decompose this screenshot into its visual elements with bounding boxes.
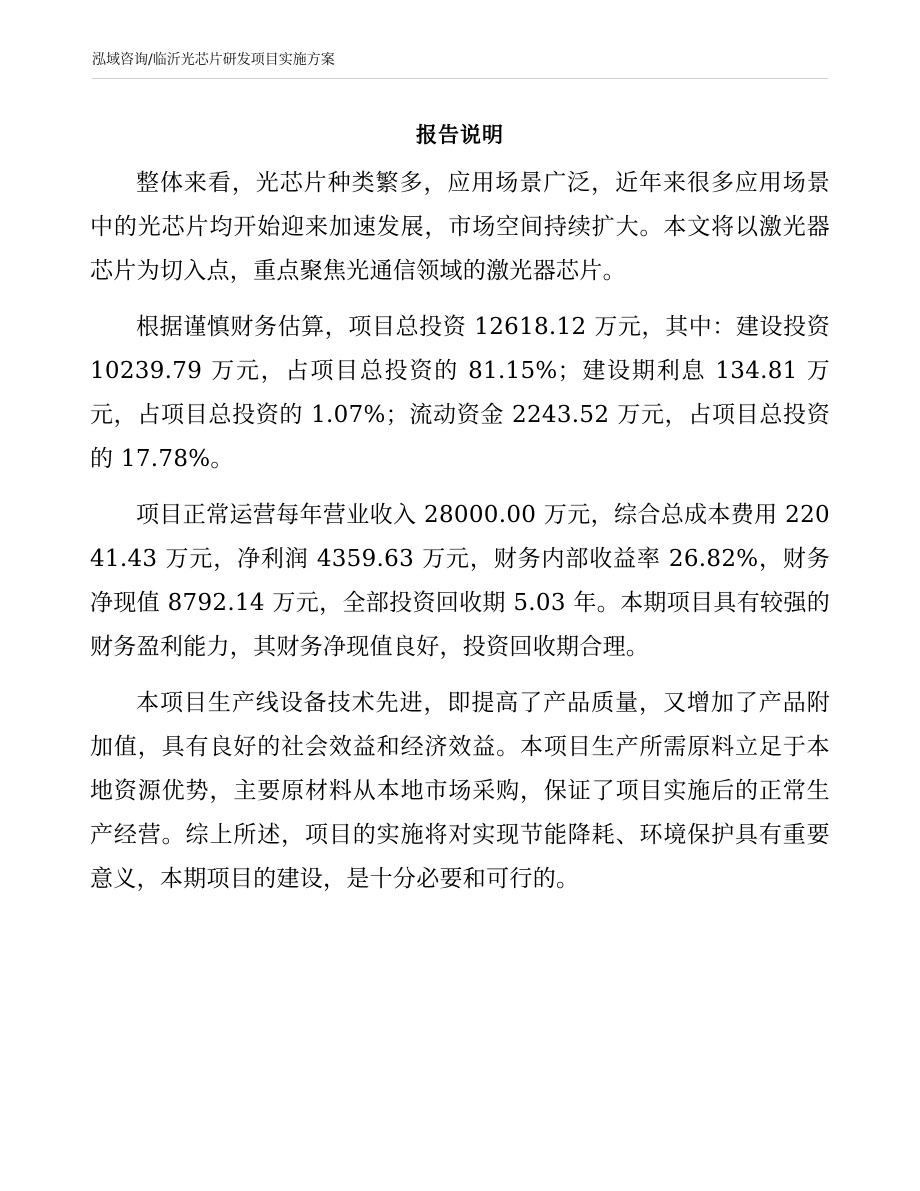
report-body xyxy=(90,161,830,913)
paragraph-overview: 整体来看，光芯片种类繁多，应用场景广泛，近年来很多应用场景中的光芯片均开始迎来加速发展，市场空间持续扩大。本文将以激光器芯片为切入点，重点聚焦光通信领域的激光器芯片。 xyxy=(90,170,830,284)
header-divider xyxy=(92,78,828,79)
page-header: 泓域咨询/临沂光芯片研发项目实施方案 xyxy=(92,52,335,68)
page-title: 报告说明 xyxy=(416,123,504,147)
paragraph-conclusion: 本项目生产线设备技术先进，即提高了产品质量，又增加了产品附加值，具有良好的社会效益和经济效益。本项目生产所需原料立足于本地资源优势，主要原材料从本地市场采购，保证了项目实施后的正常生产经营。综上所述，项目的实施将对实现节能降耗、环境保护具有重要意义，本期项目的建设，是十分必要和可行的。 xyxy=(90,690,830,892)
paragraph-financials: 项目正常运营每年营业收入 28000.00 万元，综合总成本费用 22041.43 万元，净利润 4359.63 万元，财务内部收益率 26.82%，财务净现值 8792.14 万元，全部投资回收期 5.03 年。本期项目具有较强的财务盈利能力，其财务净现值良好，投资回收期合理。 xyxy=(90,502,830,660)
paragraph-investment: 根据谨慎财务估算，项目总投资 12618.12 万元，其中：建设投资 10239.79 万元，占项目总投资的 81.15%；建设期利息 134.81 万元，占项目总投资的 1.07%；流动资金 2243.52 万元，占项目总投资的 17.78%。 xyxy=(90,314,830,472)
